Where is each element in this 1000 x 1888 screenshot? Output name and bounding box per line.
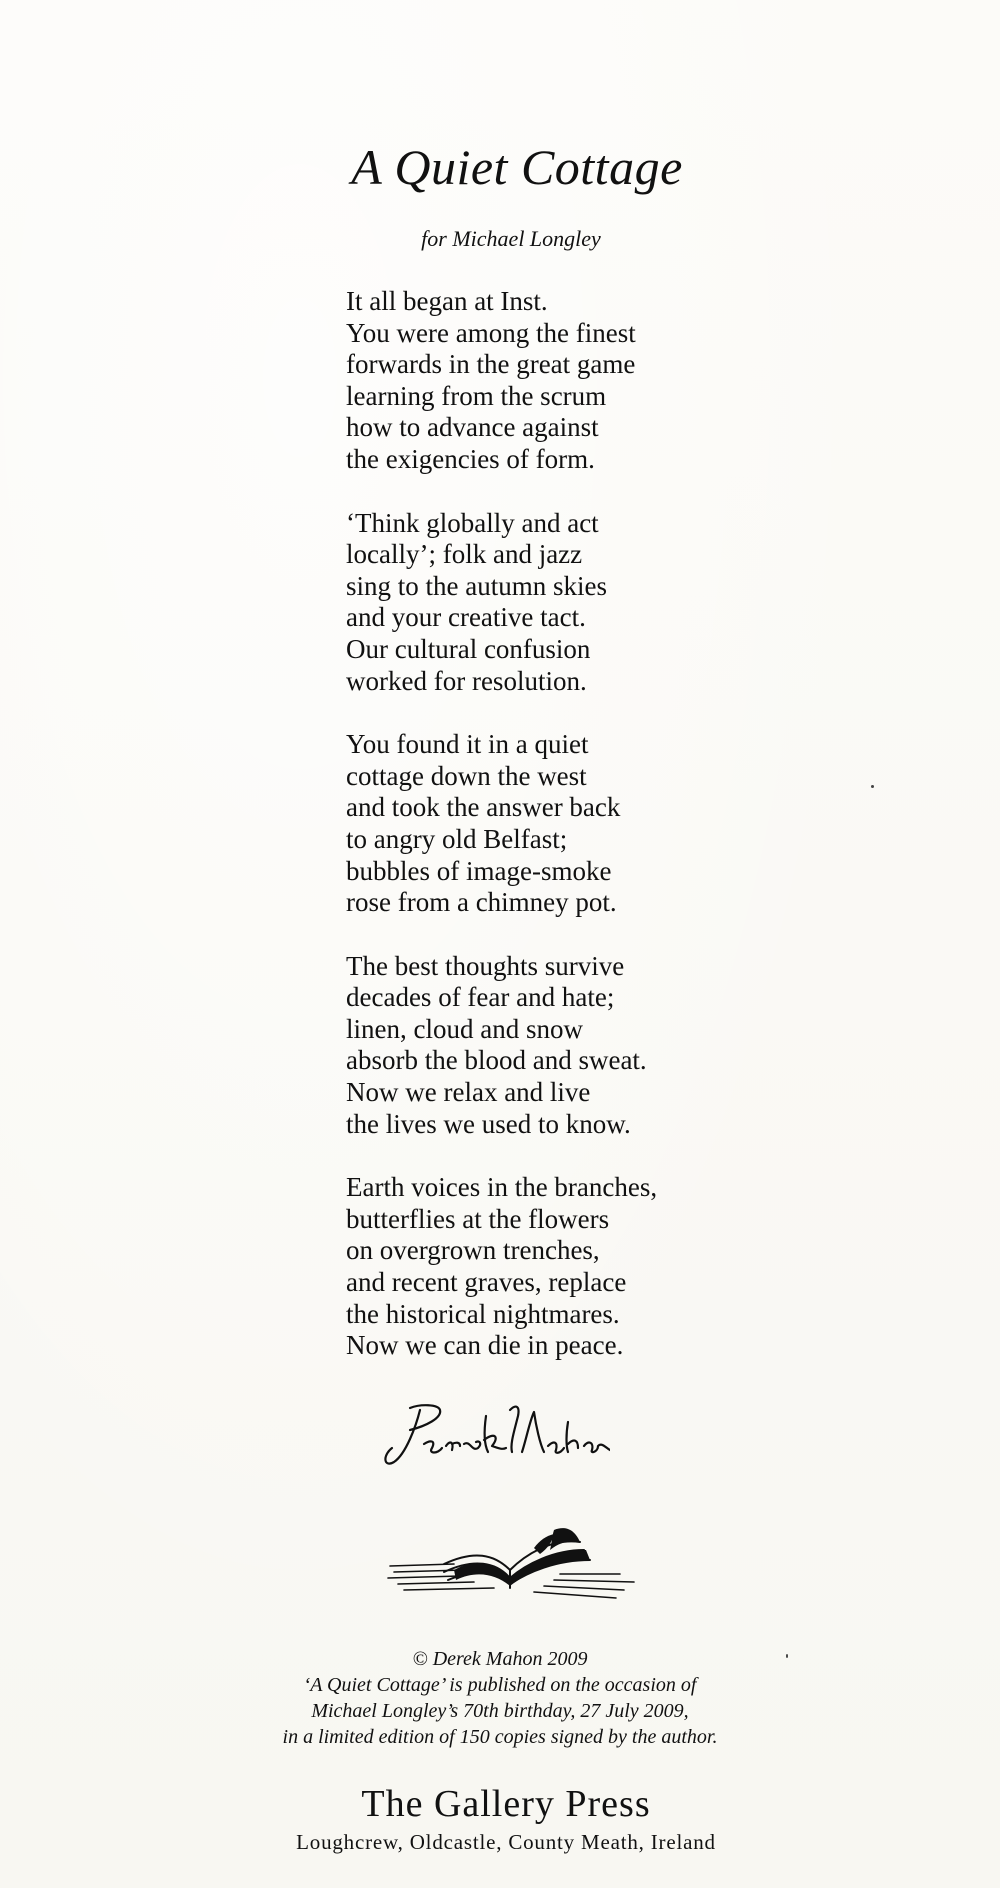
stanza xyxy=(346,508,806,698)
colophon-imprint xyxy=(0,1646,1000,1750)
poem-line: Now we can die in peace. xyxy=(346,1330,624,1361)
poem-body xyxy=(346,286,806,1394)
poem-line: and recent graves, replace xyxy=(346,1267,627,1298)
poem-line: rose from a chimney pot. xyxy=(346,887,617,918)
poem-line: worked for resolution. xyxy=(346,665,587,696)
poem-line: sing to the autumn skies xyxy=(346,570,607,601)
copyright-line: © Derek Mahon 2009 xyxy=(412,1648,588,1670)
imprint-line: in a limited edition of 150 copies signed by the author. xyxy=(282,1726,718,1748)
author-signature xyxy=(380,1396,610,1476)
poem-line: on overgrown trenches, xyxy=(346,1235,600,1266)
poem-line: and took the answer back xyxy=(346,792,621,823)
imprint-line: Michael Longley’s 70th birthday, 27 July 2009, xyxy=(311,1700,689,1722)
poem-line: Our cultural confusion xyxy=(346,633,591,664)
publisher-address: Loughcrew, Oldcastle, County Meath, Ireland xyxy=(296,1830,716,1854)
poem-line: the historical nightmares. xyxy=(346,1298,620,1329)
poem-title: A Quiet Cottage xyxy=(351,139,683,195)
stanza xyxy=(346,1172,806,1362)
paper-speck xyxy=(786,1654,788,1658)
imprint-line: ‘A Quiet Cottage’ is published on the occasion of xyxy=(303,1674,697,1696)
poem-line: You were among the finest xyxy=(346,317,636,348)
poem-line: locally’; folk and jazz xyxy=(346,539,583,570)
poem-line: It all began at Inst. xyxy=(346,286,548,316)
poem-line: butterflies at the flowers xyxy=(346,1203,610,1234)
poem-line: ‘Think globally and act xyxy=(346,507,599,538)
poem-line: and your creative tact. xyxy=(346,602,586,633)
publisher-name: The Gallery Press xyxy=(361,1783,651,1825)
poem-line: The best thoughts survive xyxy=(346,950,625,981)
poem-line: decades of fear and hate; xyxy=(346,982,615,1013)
poem-line: absorb the blood and sweat. xyxy=(346,1045,647,1076)
dedication: for Michael Longley xyxy=(421,226,601,251)
poem-line: Now we relax and live xyxy=(346,1077,591,1108)
poem-line: forwards in the great game xyxy=(346,349,636,380)
poem-line: You found it in a quiet xyxy=(346,729,589,760)
poem-line: Earth voices in the branches, xyxy=(346,1172,658,1203)
poem-line: cottage down the west xyxy=(346,760,587,791)
stanza xyxy=(346,729,806,919)
poem-line: how to advance against xyxy=(346,412,599,443)
poem-line: the lives we used to know. xyxy=(346,1108,631,1139)
poem-line: learning from the scrum xyxy=(346,380,607,411)
paper-speck xyxy=(871,785,874,788)
stanza xyxy=(346,951,806,1141)
poem-line: to angry old Belfast; xyxy=(346,823,568,854)
poem-line: linen, cloud and snow xyxy=(346,1013,583,1044)
open-book-icon xyxy=(384,1520,638,1604)
stanza xyxy=(346,286,806,476)
poem-line: the exigencies of form. xyxy=(346,443,595,474)
poem-line: bubbles of image-smoke xyxy=(346,855,612,886)
